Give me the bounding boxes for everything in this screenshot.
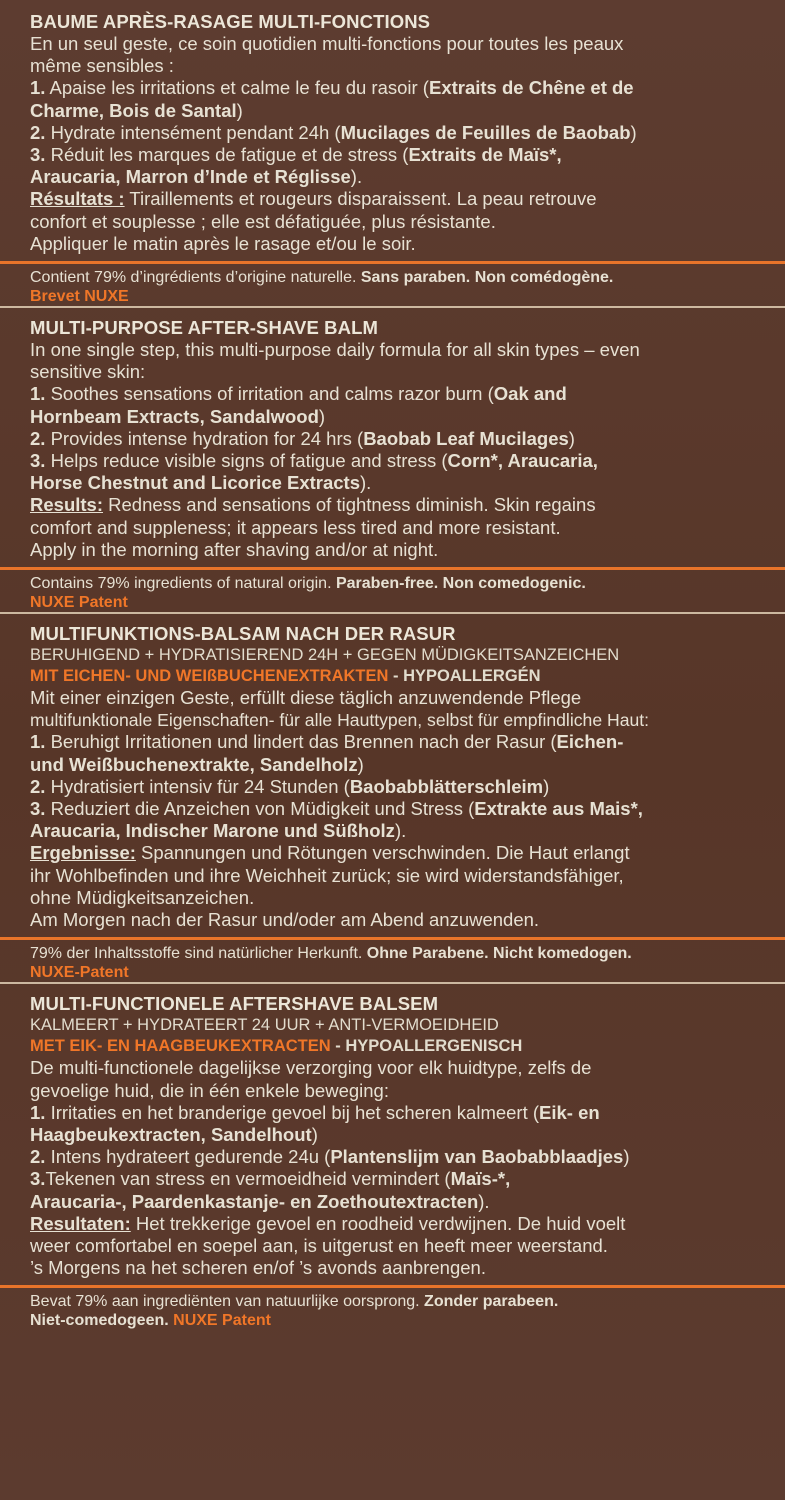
section-english [30, 316, 767, 614]
patent-label: NUXE-Patent [30, 964, 129, 982]
patent-label: Brevet NUXE [30, 288, 129, 306]
usage-line: Am Morgen nach der Rasur und/oder am Abend anzuwenden. [30, 909, 540, 931]
divider [0, 982, 785, 984]
section-german [30, 622, 767, 984]
section-title: MULTIFUNKTIONS-BALSAM NACH DER RASUR [30, 623, 456, 645]
results-line: Resultaten: Het trekkerige gevoel en roodheid verdwijnen. De huid voelt [30, 1212, 626, 1234]
section-footer: Contains 79% ingredients of natural origin. Paraben-free. Non comedogenic. NUXE Patent [30, 570, 767, 612]
benefit-2: 2. Hydratisiert intensiv für 24 Stunden (Baobabblätterschleim) [30, 775, 550, 797]
benefit-1: 1. Beruhigt Irritationen und lindert das Brennen nach der Rasur (Eichen- [30, 731, 624, 753]
section-footer: Contient 79% d’ingrédients d’origine naturelle. Sans paraben. Non comédogène. Brevet NUXE [30, 264, 767, 306]
section-footer: Bevat 79% aan ingrediënten van natuurlijke oorsprong. Zonder parabeen. Niet-comedogeen. NUXE Patent [30, 1293, 559, 1330]
benefit-1-cont: und Weißbuchenextrakte, Sandelholz) [30, 753, 364, 775]
benefit-3: 3. Helps reduce visible signs of fatigue and stress (Corn*, Araucaria, [30, 450, 598, 472]
usage-line: ’s Morgens na het scheren en/of ’s avonds aanbrengen. [30, 1257, 486, 1279]
section-french [30, 10, 767, 308]
claims-line: BERUHIGEND + HYDRATISIEREND 24H + GEGEN MÜDIGKEITSANZEICHEN [30, 646, 620, 665]
section-title: MULTI-PURPOSE AFTER-SHAVE BALM [30, 317, 378, 339]
benefit-3: 3. Réduit les marques de fatigue et de stress (Extraits de Maïs*, [30, 144, 562, 166]
intro-line: En un seul geste, ce soin quotidien multi-fonctions pour toutes les peaux [30, 33, 624, 54]
results-line: Results: Redness and sensations of tightness diminish. Skin regains [30, 494, 596, 516]
intro-line: gevoelige huid, die in één enkele beweging: [30, 1079, 389, 1101]
benefit-3: 3.Tekenen van stress en vermoeidheid vermindert (Maïs-*, [30, 1168, 511, 1190]
benefit-1: 1. Irritaties en het branderige gevoel bij het scheren kalmeert (Eik- en [30, 1101, 600, 1123]
section-title: MULTI-FUNCTIONELE AFTERSHAVE BALSEM [30, 993, 439, 1015]
claims-line: MIT EICHEN- UND WEIßBUCHENEXTRAKTEN - HYPOALLERGÉN [30, 667, 541, 686]
section-dutch [30, 992, 767, 1330]
intro-line: même sensibles : [30, 55, 174, 77]
claims-line: KALMEERT + HYDRATEERT 24 UUR + ANTI-VERMOEIDHEID [30, 1016, 499, 1035]
intro-line: In one single step, this multi-purpose daily formula for all skin types – even [30, 339, 640, 361]
results-line: ihr Wohlbefinden und ihre Weichheit zurück; sie wird widerstandsfähiger, [30, 864, 624, 886]
patent-label: NUXE Patent [30, 594, 128, 612]
intro-line: De multi-functionele dagelijkse verzorging voor elk huidtype, zelfs de [30, 1057, 592, 1079]
benefit-3-cont: Araucaria, Marron d’Inde et Réglisse). [30, 166, 363, 188]
results-line: Résultats : Tiraillements et rougeurs disparaissent. La peau retrouve [30, 188, 597, 210]
results-line: weer comfortabel en soepel aan, is uitgerust en heeft meer weerstand. [30, 1234, 608, 1256]
patent-label: NUXE Patent [173, 1312, 271, 1330]
benefit-1-cont: Charme, Bois de Santal) [30, 99, 243, 121]
divider [0, 306, 785, 308]
intro-line: sensitive skin: [30, 361, 146, 383]
benefit-1: 1. Soothes sensations of irritation and calms razor burn (Oak and [30, 383, 567, 405]
benefit-2: 2. Hydrate intensément pendant 24h (Mucilages de Feuilles de Baobab) [30, 121, 637, 143]
benefit-2: 2. Intens hydrateert gedurende 24u (Plantenslijm van Baobabblaadjes) [30, 1146, 630, 1168]
intro-line: Mit einer einzigen Geste, erfüllt diese täglich anzuwendende Pflege [30, 687, 582, 709]
benefit-1-cont: Hornbeam Extracts, Sandalwood) [30, 405, 326, 427]
divider [0, 612, 785, 614]
usage-line: Appliquer le matin après le rasage et/ou le soir. [30, 232, 416, 254]
benefit-3-cont: Araucaria-, Paardenkastanje- en Zoethoutextracten). [30, 1190, 490, 1212]
section-footer: 79% der Inhaltsstoffe sind natürlicher Herkunft. Ohne Parabene. Nicht komedogen. NUXE-Patent [30, 940, 767, 982]
benefit-1: 1. Apaise les irritations et calme le feu du rasoir (Extraits de Chêne et de [30, 77, 634, 99]
results-line: confort et souplesse ; elle est défatiguée, plus résistante. [30, 210, 496, 232]
benefit-3-cont: Horse Chestnut and Licorice Extracts). [30, 472, 372, 494]
benefit-3-cont: Araucaria, Indischer Marone und Süßholz). [30, 820, 407, 842]
intro-line: multifunktionale Eigenschaften- für alle Hauttypen, selbst für empfindliche Haut: [30, 710, 650, 731]
results-line: Ergebnisse: Spannungen und Rötungen verschwinden. Die Haut erlangt [30, 842, 630, 864]
results-line: comfort and suppleness; it appears less tired and more resistant. [30, 516, 561, 538]
benefit-2: 2. Provides intense hydration for 24 hrs (Baobab Leaf Mucilages) [30, 427, 575, 449]
benefit-3: 3. Reduziert die Anzeichen von Müdigkeit und Stress (Extrakte aus Mais*, [30, 798, 643, 820]
results-line: ohne Müdigkeitsanzeichen. [30, 886, 255, 908]
benefit-1-cont: Haagbeukextracten, Sandelhout) [30, 1123, 318, 1145]
usage-line: Apply in the morning after shaving and/or at night. [30, 538, 439, 560]
claims-line: MET EIK- EN HAAGBEUKEXTRACTEN - HYPOALLERGENISCH [30, 1037, 523, 1056]
section-title: BAUME APRÈS-RASAGE MULTI-FONCTIONS [30, 11, 431, 32]
